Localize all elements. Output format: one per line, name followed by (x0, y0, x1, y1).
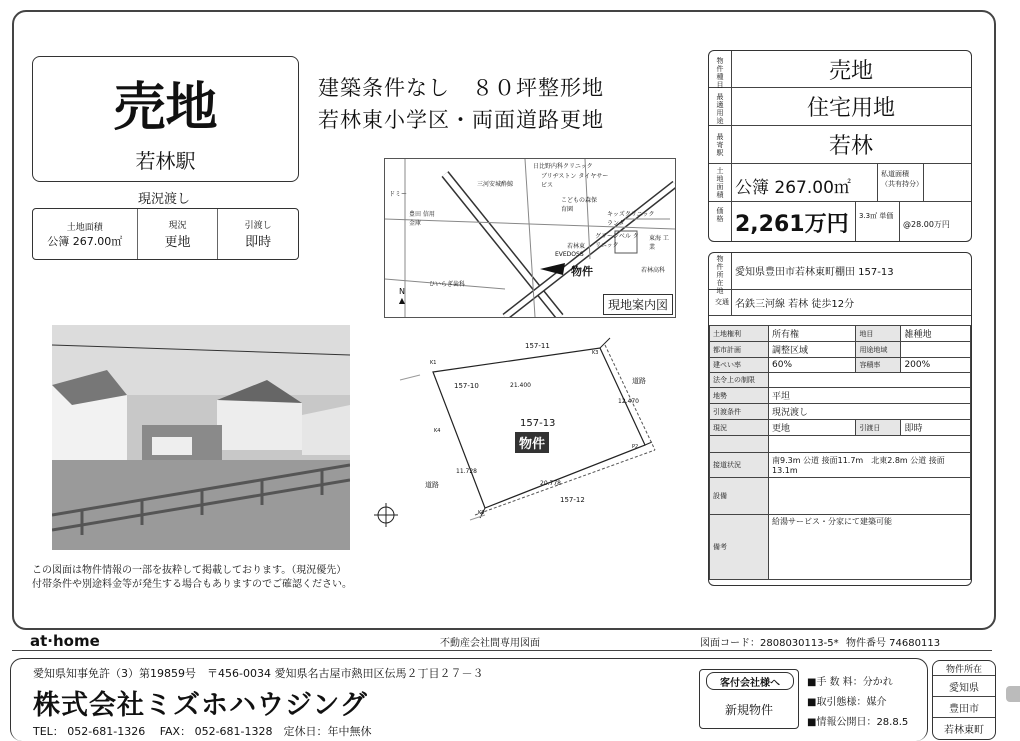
location-label: 物件所在地 (716, 255, 724, 295)
remarks-value: 給湯サービス・分家にて建築可能 (769, 515, 971, 580)
price-value: 2,261万円 (735, 212, 849, 237)
map-label-evedoss: EVEDOSS (555, 251, 584, 258)
north-arrow-icon: N ▲ (398, 287, 406, 305)
point-k4: K4 (434, 428, 441, 434)
details-table (709, 325, 971, 580)
north-label: N (399, 287, 405, 296)
photo-graphic (52, 325, 350, 550)
map-label-school: 若林高科 (641, 267, 666, 274)
map-label-property: 物件 (571, 265, 593, 278)
handover-date-value: 即時 (901, 420, 971, 436)
headline-box (32, 56, 299, 182)
footer-rule (12, 650, 992, 651)
unit-value: @28.00万円 (903, 220, 950, 229)
summary-cell-area (33, 209, 138, 259)
area-value: 公簿 267.00㎡ (735, 178, 851, 198)
land-cat-label: 地目 (856, 326, 901, 342)
road-label-south: 道路 (425, 481, 439, 489)
map-label-nursery: こどもの森保育園 (561, 197, 598, 213)
private-road-label: 私道面積（共有持分） (881, 170, 923, 188)
rights-label: 土地権利 (710, 326, 769, 342)
summary-handover-value: 即時 (245, 235, 272, 250)
summary-cell-status (138, 209, 219, 259)
zoning-label: 用途地域 (856, 342, 901, 358)
land-cat-value: 雑種地 (901, 326, 971, 342)
term-mode: ■取引態様：媒介 (807, 697, 887, 708)
facilities-value (769, 478, 971, 515)
property-number: 物件番号 74680113 (846, 638, 941, 649)
company-license: 愛知県知事免許（3）第19859号 〒456-0034 愛知県名古屋市熱田区伝馬２丁目２７－３ (33, 667, 484, 680)
pref-value-1: 愛知県 (933, 676, 995, 697)
dim-south: 20.778 (540, 480, 561, 487)
property-photo (52, 325, 350, 550)
other-label: 法令上の制限 (710, 373, 769, 388)
spec-lower-box (708, 252, 972, 586)
map-label-greenbell: グリーンベル クリニック (595, 233, 639, 249)
spec-top-box (708, 50, 972, 242)
summary-cell-handover (218, 209, 298, 259)
neighbor-south: 157-12 (560, 496, 585, 504)
rights-value: 所有権 (769, 326, 856, 342)
point-k8: K8 (478, 510, 485, 516)
handover-value: 現況渡し (769, 404, 971, 420)
price-label: 価格 (716, 207, 724, 223)
map-label-clinic: 日比野内科クリニック (533, 163, 593, 170)
bcr-value: 60% (769, 358, 856, 373)
summary-status-label: 現況 (168, 221, 187, 231)
type-value: 売地 (828, 58, 873, 84)
map-label-kids-clinic: キッズクリニック ランダ (607, 211, 655, 227)
road-label-east: 道路 (632, 377, 646, 385)
term-date: ■情報公開日：28.8.5 (807, 717, 909, 728)
lot-number: 157-13 (520, 418, 556, 429)
far-label: 容積率 (856, 358, 901, 373)
athome-logo: at·home (30, 632, 100, 650)
lot-plan (370, 330, 670, 530)
footer-center: 不動産会社間専用図面 (440, 638, 540, 649)
note-line-2: 付帯条件や別途料金等が発生する場合もありますのでご確認ください。 (32, 579, 352, 590)
far-value: 200% (901, 358, 971, 373)
neighbor-north: 157-11 (525, 342, 550, 350)
station-label: 最寄駅 (716, 133, 724, 157)
use-value: 住宅用地 (806, 95, 895, 121)
summary-box (32, 208, 299, 260)
dim-north: 21.400 (510, 382, 531, 389)
pref-title: 物件所在 (933, 661, 995, 676)
terrain-value: 平坦 (769, 388, 971, 404)
zoning-value (901, 342, 971, 358)
facilities-label: 設備 (710, 478, 769, 515)
summary-area-value: 公簿 267.00㎡ (47, 234, 123, 248)
summary-area-label: 土地面積 (66, 222, 103, 233)
company-name: 株式会社ミズホハウジング (33, 690, 368, 721)
map-label-bank: 豊田 信用金庫 (409, 211, 435, 227)
location-map (384, 158, 676, 318)
side-tab (1006, 686, 1020, 702)
traffic-value: 名鉄三河線 若林 徒歩12分 (735, 299, 855, 310)
map-label-dental: ひいらぎ歯科 (429, 281, 466, 288)
pref-value-3: 若林東町 (944, 724, 984, 736)
city-plan-label: 都市計画 (710, 342, 769, 358)
map-label-wakabayashi-higashi: 若林東 (567, 243, 586, 250)
compass-icon (374, 503, 398, 527)
road-label: 接道状況 (710, 453, 769, 478)
pref-box (932, 660, 996, 740)
company-contact: TEL： 052-681-1326 FAX： 052-681-1328 定休日：年中無休 (33, 725, 372, 738)
point-p2: P2 (632, 444, 639, 450)
remarks-label: 備考 (710, 515, 769, 580)
map-label-tokai: 東海 工業 (649, 235, 669, 251)
lot-badge: 物件 (515, 432, 549, 453)
bcr-label: 建ぺい率 (710, 358, 769, 373)
agent-stamp (699, 669, 799, 729)
lot-plan-graphic (370, 330, 670, 530)
status-label: 現況 (710, 420, 769, 436)
map-label-bridgestone: ブリヂストン タイヤサービス (541, 173, 609, 189)
point-k3: K3 (592, 350, 599, 356)
catch-line-1: 建築条件なし ８０坪整形地 (318, 76, 604, 100)
area-label: 土地面積 (716, 167, 724, 199)
dim-west: 11.728 (456, 468, 477, 475)
location-value: 愛知県豊田市若林東町棚田 157-13 (735, 267, 894, 278)
summary-handover-label: 引渡し (244, 221, 272, 231)
road-value: 南9.3m 公道 接面11.7m 北東2.8m 公道 接面13.1m (769, 453, 971, 478)
agent-stamp-title: 客付会社様へ (706, 672, 794, 690)
handover-label: 引渡条件 (710, 404, 769, 420)
headline-title: 売地 (113, 78, 218, 138)
agent-stamp-body: 新規物件 (724, 702, 773, 717)
city-plan-value: 調整区域 (769, 342, 856, 358)
dim-east: 12.470 (618, 398, 639, 405)
map-label-domy: ドミー (389, 191, 408, 198)
summary-status-value: 更地 (164, 235, 191, 250)
terrain-label: 地勢 (710, 388, 769, 404)
map-label-restaurant: 三河安城酔鯨 (477, 181, 514, 188)
station-value: 若林 (828, 133, 873, 159)
use-label: 最適用途 (716, 93, 724, 125)
unit-label: 3.3㎡ 単価 (859, 212, 894, 220)
handover-date-label: 引渡日 (856, 420, 901, 436)
traffic-label: 交通 (715, 298, 729, 306)
map-caption: 現地案内図 (603, 294, 673, 315)
type-label: 物件種目 (716, 57, 724, 89)
status-value: 更地 (769, 420, 856, 436)
term-fee: ■手 数 料：分かれ (807, 677, 893, 688)
drawing-code: 図面コード：2808030113-5* (700, 638, 839, 649)
headline-station: 若林駅 (135, 149, 196, 173)
pref-value-2: 豊田市 (933, 697, 995, 718)
catch-line-2: 若林東小学区・両面道路更地 (318, 108, 604, 132)
company-box (10, 658, 928, 741)
delivery-label: 現況渡し (138, 192, 191, 207)
note-line-1: この図面は物件情報の一部を抜粋して掲載しております。（現況優先） (32, 565, 347, 576)
point-k1: K1 (430, 360, 437, 366)
neighbor-west: 157-10 (454, 382, 479, 390)
